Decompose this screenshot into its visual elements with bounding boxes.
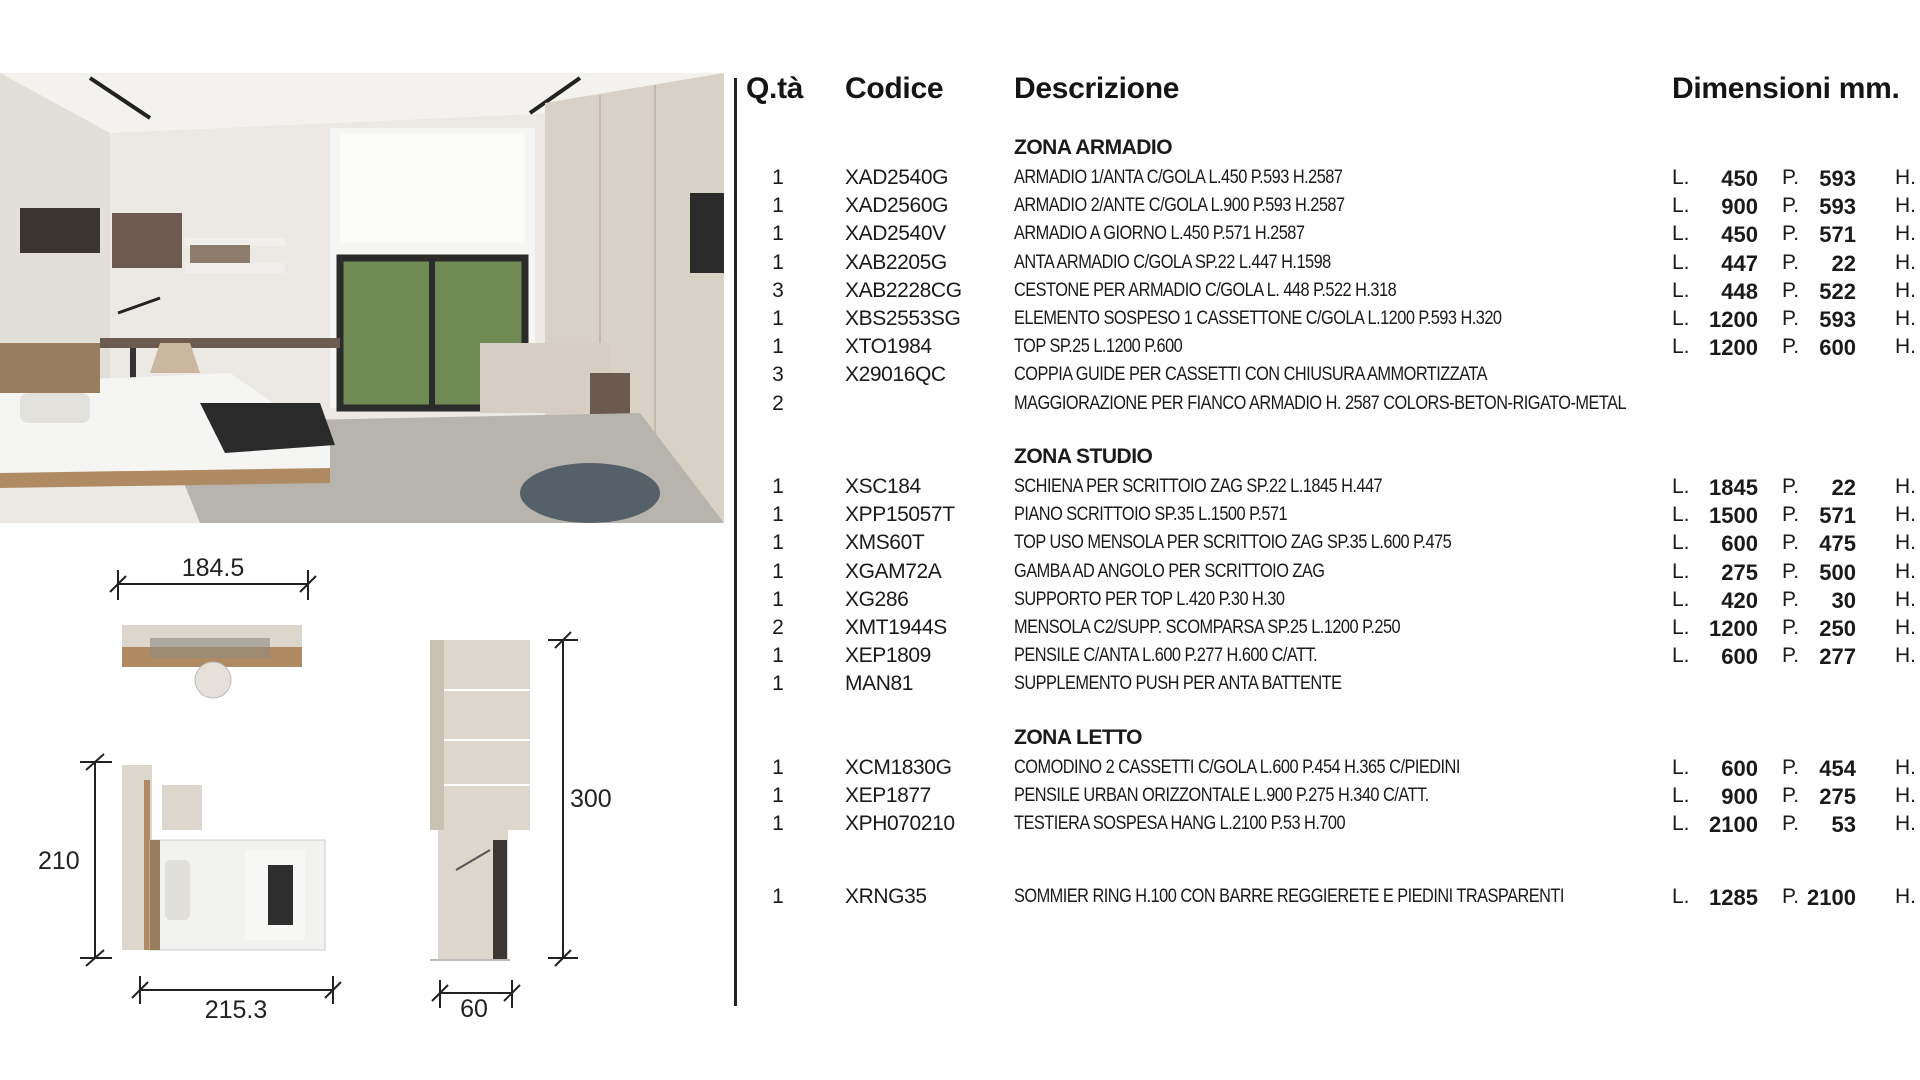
dim-l-label: L.	[1672, 503, 1690, 527]
dim-p-label: P.	[1782, 885, 1800, 908]
row-description: COMODINO 2 CASSETTI C/GOLA L.600 P.454 H.365 C/PIEDINI	[1014, 757, 1460, 778]
dim-depth-value: 593	[1819, 166, 1856, 191]
row-code: XPH070210	[845, 812, 955, 836]
row-description: ARMADIO 1/ANTA C/GOLA L.450 P.593 H.2587	[1014, 167, 1343, 188]
dim-h-label: H.	[1895, 559, 1916, 583]
dim-p-label: P.	[1782, 194, 1800, 218]
row-qty: 3	[772, 278, 784, 302]
row-description: SCHIENA PER SCRITTOIO ZAG SP.22 L.1845 H.447	[1014, 476, 1383, 497]
row-description: ARMADIO 2/ANTE C/GOLA L.900 P.593 H.2587	[1014, 195, 1345, 217]
dim-depth-value: 454	[1819, 756, 1856, 781]
row-qty: 1	[772, 587, 784, 611]
dim-depth-value: 275	[1819, 784, 1856, 810]
dim-p-label: P.	[1782, 616, 1800, 639]
row-description: PENSILE C/ANTA L.600 P.277 H.600 C/ATT.	[1014, 645, 1318, 667]
row-code: XEP1877	[845, 784, 931, 808]
dim-length-value: 420	[1721, 587, 1758, 613]
dim-h-label: H.	[1895, 531, 1916, 555]
dim-h-label: H.	[1895, 250, 1916, 274]
dim-left-depth: 210	[38, 847, 80, 875]
dim-l-label: L.	[1672, 194, 1690, 218]
row-qty: 1	[772, 335, 784, 359]
dim-l-label: L.	[1672, 166, 1690, 189]
dim-depth-value: 571	[1819, 222, 1856, 248]
dim-depth-value: 571	[1819, 503, 1856, 529]
row-code: XAD2540V	[845, 222, 946, 246]
bedroom-plan-view	[38, 754, 341, 1024]
dim-length-value: 448	[1721, 278, 1758, 304]
row-qty: 1	[772, 885, 784, 908]
row-description: PENSILE URBAN ORIZZONTALE L.900 P.275 H.340 C/ATT.	[1014, 785, 1429, 807]
dim-l-label: L.	[1672, 812, 1690, 836]
dim-elevation-height: 300	[570, 785, 612, 813]
row-code: XTO1984	[845, 335, 932, 359]
row-code: XG286	[845, 587, 909, 611]
dim-h-label: H.	[1895, 503, 1916, 527]
dim-length-value: 447	[1721, 250, 1758, 276]
dim-top-width: 184.5	[181, 554, 245, 582]
header-description: Descrizione	[1014, 72, 1180, 105]
dim-h-label: H.	[1895, 616, 1916, 639]
row-code: XMT1944S	[845, 616, 947, 639]
dim-l-label: L.	[1672, 587, 1690, 611]
dim-h-label: H.	[1895, 335, 1916, 359]
dim-depth-value: 22	[1831, 250, 1856, 276]
row-qty: 1	[772, 644, 784, 668]
dim-depth-value: 600	[1819, 335, 1856, 361]
dim-depth-value: 22	[1831, 475, 1856, 500]
row-qty: 1	[772, 194, 784, 218]
row-code: XGAM72A	[845, 559, 942, 583]
dim-p-label: P.	[1782, 222, 1800, 246]
row-code: XCM1830G	[845, 756, 952, 779]
dim-length-value: 1200	[1709, 616, 1758, 641]
dim-l-label: L.	[1672, 885, 1690, 908]
row-code: XRNG35	[845, 885, 927, 908]
floor-plan-and-elevation	[0, 540, 724, 1040]
dim-depth-value: 522	[1819, 278, 1856, 304]
dim-length-value: 900	[1721, 784, 1758, 810]
header-dimensions: Dimensioni mm.	[1672, 72, 1900, 105]
dim-p-label: P.	[1782, 784, 1800, 808]
row-qty: 1	[772, 559, 784, 583]
dim-p-label: P.	[1782, 335, 1800, 359]
dim-h-label: H.	[1895, 644, 1916, 668]
dim-l-label: L.	[1672, 616, 1690, 639]
dim-h-label: H.	[1895, 587, 1916, 611]
dim-length-value: 2100	[1709, 812, 1758, 838]
row-code: XEP1809	[845, 644, 931, 668]
dim-p-label: P.	[1782, 250, 1800, 274]
section-title: ZONA ARMADIO	[1014, 136, 1173, 159]
row-description: ANTA ARMADIO C/GOLA SP.22 L.447 H.1598	[1014, 251, 1331, 273]
row-code: XBS2553SG	[845, 307, 961, 330]
dim-length-value: 275	[1721, 559, 1758, 585]
row-description: TOP USO MENSOLA PER SCRITTOIO ZAG SP.35 L.600 P.475	[1014, 532, 1452, 554]
row-description: ELEMENTO SOSPESO 1 CASSETTONE C/GOLA L.1200 P.593 H.320	[1014, 308, 1502, 329]
row-qty: 2	[772, 616, 784, 639]
dim-l-label: L.	[1672, 250, 1690, 274]
dim-depth-value: 30	[1831, 587, 1856, 613]
dim-h-label: H.	[1895, 756, 1916, 779]
row-code: XMS60T	[845, 531, 925, 555]
dim-depth-value: 277	[1819, 644, 1856, 670]
dim-l-label: L.	[1672, 784, 1690, 808]
dim-p-label: P.	[1782, 559, 1800, 583]
dim-depth-value: 53	[1831, 812, 1856, 838]
dim-depth-value: 593	[1819, 194, 1856, 220]
header-qty: Q.tà	[746, 72, 804, 105]
section-title: ZONA LETTO	[1014, 726, 1142, 749]
dim-p-label: P.	[1782, 587, 1800, 611]
row-qty: 1	[772, 475, 784, 498]
dim-l-label: L.	[1672, 559, 1690, 583]
dim-h-label: H.	[1895, 166, 1916, 189]
dim-length-value: 600	[1721, 531, 1758, 557]
row-qty: 3	[772, 363, 784, 387]
row-description: CESTONE PER ARMADIO C/GOLA L. 448 P.522 H.318	[1014, 279, 1397, 301]
row-description: ARMADIO A GIORNO L.450 P.571 H.2587	[1014, 223, 1305, 245]
dim-length-value: 450	[1721, 166, 1758, 191]
bedroom-render-photo	[0, 73, 724, 523]
dim-length-value: 1845	[1709, 475, 1758, 500]
dim-length-value: 1500	[1709, 503, 1758, 529]
dim-l-label: L.	[1672, 222, 1690, 246]
row-code: X29016QC	[845, 363, 946, 387]
dim-p-label: P.	[1782, 475, 1800, 498]
dim-h-label: H.	[1895, 278, 1916, 302]
header-code: Codice	[845, 72, 944, 105]
row-description: MAGGIORAZIONE PER FIANCO ARMADIO H. 2587 COLORS-BETON-RIGATO-METAL	[1014, 392, 1627, 414]
dim-l-label: L.	[1672, 335, 1690, 359]
plan-drawings	[0, 540, 724, 1040]
row-code: XSC184	[845, 475, 921, 498]
dim-length-value: 1200	[1709, 307, 1758, 332]
wardrobe-elevation-view	[430, 632, 612, 1023]
row-code: XAD2560G	[845, 194, 949, 218]
dim-length-value: 1200	[1709, 335, 1758, 361]
dim-l-label: L.	[1672, 531, 1690, 555]
dim-bottom-width: 215.3	[204, 996, 268, 1024]
dim-p-label: P.	[1782, 644, 1800, 668]
row-code: XAB2228CG	[845, 278, 962, 302]
row-qty: 1	[772, 784, 784, 808]
column-divider	[734, 78, 737, 1006]
desk-plan-view	[110, 554, 316, 698]
row-qty: 1	[772, 812, 784, 836]
row-qty: 1	[772, 250, 784, 274]
dim-l-label: L.	[1672, 307, 1690, 330]
row-description: SOMMIER RING H.100 CON BARRE REGGIERETE E PIEDINI TRASPARENTI	[1014, 886, 1564, 907]
dim-length-value: 450	[1721, 222, 1758, 248]
row-description: SUPPLEMENTO PUSH PER ANTA BATTENTE	[1014, 673, 1342, 695]
dim-p-label: P.	[1782, 812, 1800, 836]
row-code: XPP15057T	[845, 503, 955, 527]
bedroom-render-illustration	[0, 73, 724, 523]
dim-h-label: H.	[1895, 222, 1916, 246]
dim-h-label: H.	[1895, 784, 1916, 808]
dim-l-label: L.	[1672, 278, 1690, 302]
dim-depth-value: 500	[1819, 559, 1856, 585]
dim-p-label: P.	[1782, 166, 1800, 189]
dim-h-label: H.	[1895, 307, 1916, 330]
row-description: PIANO SCRITTOIO SP.35 L.1500 P.571	[1014, 504, 1288, 526]
dim-l-label: L.	[1672, 644, 1690, 668]
row-description: TESTIERA SOSPESA HANG L.2100 P.53 H.700	[1014, 813, 1346, 835]
dim-p-label: P.	[1782, 503, 1800, 527]
dim-h-label: H.	[1895, 812, 1916, 836]
row-qty: 1	[772, 672, 784, 696]
dim-depth-value: 2100	[1807, 885, 1856, 910]
row-qty: 1	[772, 531, 784, 555]
dim-p-label: P.	[1782, 278, 1800, 302]
dim-depth-value: 593	[1819, 307, 1856, 332]
dim-depth-value: 250	[1819, 616, 1856, 641]
dim-h-label: H.	[1895, 885, 1916, 908]
dim-h-label: H.	[1895, 194, 1916, 218]
section-title: ZONA STUDIO	[1014, 445, 1153, 468]
dim-l-label: L.	[1672, 475, 1690, 498]
dim-length-value: 900	[1721, 194, 1758, 220]
row-code: XAD2540G	[845, 166, 949, 189]
row-description: MENSOLA C2/SUPP. SCOMPARSA SP.25 L.1200 P.250	[1014, 617, 1401, 638]
dim-p-label: P.	[1782, 307, 1800, 330]
row-qty: 1	[772, 222, 784, 246]
dim-p-label: P.	[1782, 756, 1800, 779]
row-qty: 1	[772, 166, 784, 189]
row-description: TOP SP.25 L.1200 P.600	[1014, 336, 1183, 358]
dim-l-label: L.	[1672, 756, 1690, 779]
dim-length-value: 600	[1721, 756, 1758, 781]
dim-p-label: P.	[1782, 531, 1800, 555]
row-qty: 1	[772, 307, 784, 330]
row-description: COPPIA GUIDE PER CASSETTI CON CHIUSURA AMMORTIZZATA	[1014, 364, 1488, 386]
dim-depth-value: 475	[1819, 531, 1856, 557]
row-code: MAN81	[845, 672, 914, 696]
row-qty: 2	[772, 391, 784, 415]
row-description: GAMBA AD ANGOLO PER SCRITTOIO ZAG	[1014, 560, 1325, 582]
dim-length-value: 1285	[1709, 885, 1758, 910]
dim-elevation-depth: 60	[460, 995, 488, 1023]
row-qty: 1	[772, 756, 784, 779]
row-description: SUPPORTO PER TOP L.420 P.30 H.30	[1014, 588, 1285, 610]
dim-h-label: H.	[1895, 475, 1916, 498]
row-qty: 1	[772, 503, 784, 527]
row-code: XAB2205G	[845, 250, 947, 274]
dim-length-value: 600	[1721, 644, 1758, 670]
